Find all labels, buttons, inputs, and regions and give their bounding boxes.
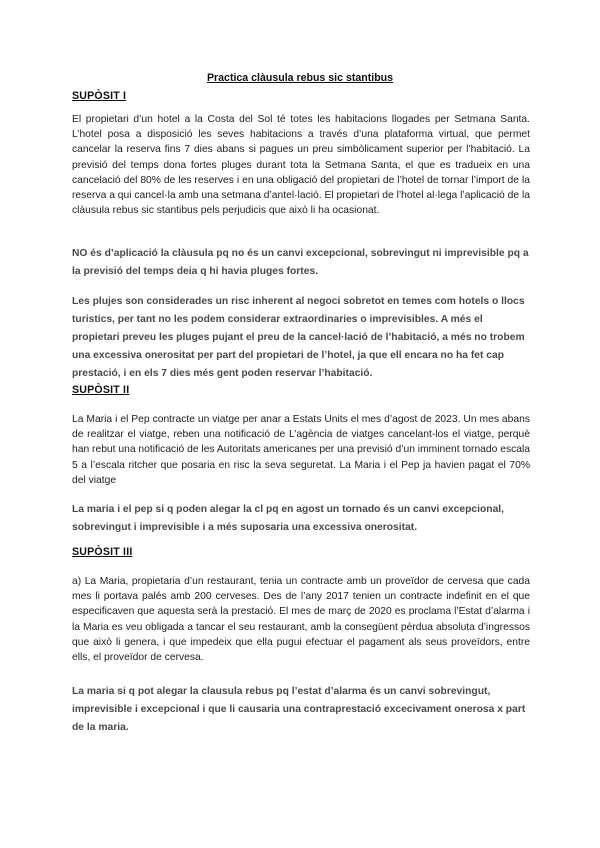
supposit-1-answer-2: Les plujes son considerades un risc inherent al negoci sobretot en temes com hotels o llocs turistics, per tant no les podem considerar extraordinaries o imprevisibles. A més el propietari preveu les pluges pujant el preu de la cancel·lació de l’habitació, a més no trobem una excessiva onerositat per part del propietari de l’hotel, ja que ell encara no ha fet cap prestació, i en els 7 dies més gent poden reservar l’habitació. [72, 296, 525, 379]
supposit-3-statement: a) La Maria, propietaria d’un restaurant, tenia un contracte amb un proveïdor de cervesa que cada mes li portava palés amb 200 cerveses. Des de l’any 2017 tenien un contracte indefinit en el que especificaven que aquesta serà la prestació. El mes de març de 2020 es proclama l’Estat d’alarma i la Maria es veu obligada a tancar el seu restaurant, amb la consegüent pèrdua absoluta d’ingressos que això li genera, i que impedeix que ella pugui efectuar el pagament als seus proveïdors, entre ells, el proveïdor de cervesa. [72, 576, 530, 664]
heading-supposit-3: SUPÒSIT III [72, 546, 133, 558]
document-title: Practica clàusula rebus sic stantibus [206, 72, 394, 84]
supposit-1-answer-1: NO és d’aplicació la clàusula pq no és un canvi excepcional, sobrevingut ni imprevisible pq a la previsió del temps deia q hi havia pluges fortes. [72, 248, 529, 277]
supposit-2-statement: La Maria i el Pep contracte un viatge per anar a Estats Units el mes d’agost de 2023. Un mes abans de realitzar el viatge, reben una notificació de L’agència de viatges cancelant-los el viatge, perquè han rebut una notificació de les Autoritats americanes per una previsió d’un imminent tornado escala 5 a l’escala ritcher que posaria en risc la seva seguretat. La Maria i el Pep ja havien pagat el 70% del viatge [72, 414, 530, 486]
supposit-2-answer: La maria i el pep si q poden alegar la cl pq en agost un tornado és un canvi excepcional, sobrevingut i imprevisible i a més suposaria una excessiva onerositat. [72, 504, 505, 533]
supposit-1-statement: El propietari d’un hotel a la Costa del Sol té totes les habitacions llogades per Setmana Santa. L’hotel posa a disposició les seves habitacions a través d’una plataforma virtual, que permet cancelar la reserva fins 7 dies abans si pagues un preu simbòlicament superior per l’habitació. La previsió del temps dona fortes pluges durant tota la Setmana Santa, el que es tradueix en una cancelació del 80% de les reserves i en una obligació del propietari de l’hotel de tornar l’import de la reserva a qui cancel·la amb una setmana d’antel·lació. El propietari de l’hotel al·lega l’aplicació de la clàusula rebus sic stantibus pels perjudicis que això li ha ocasionat. [72, 114, 530, 217]
supposit-3-answer: La maria si q pot alegar la clausula rebus pq l’estat d’alarma és un canvi sobrevingut, imprevisible i excepcional i que li causaria una contraprestació excecivament onerosa x part de la maria. [72, 686, 526, 733]
heading-supposit-1: SUPÒSIT I [72, 90, 127, 102]
heading-supposit-2: SUPÒSIT II [72, 384, 130, 396]
